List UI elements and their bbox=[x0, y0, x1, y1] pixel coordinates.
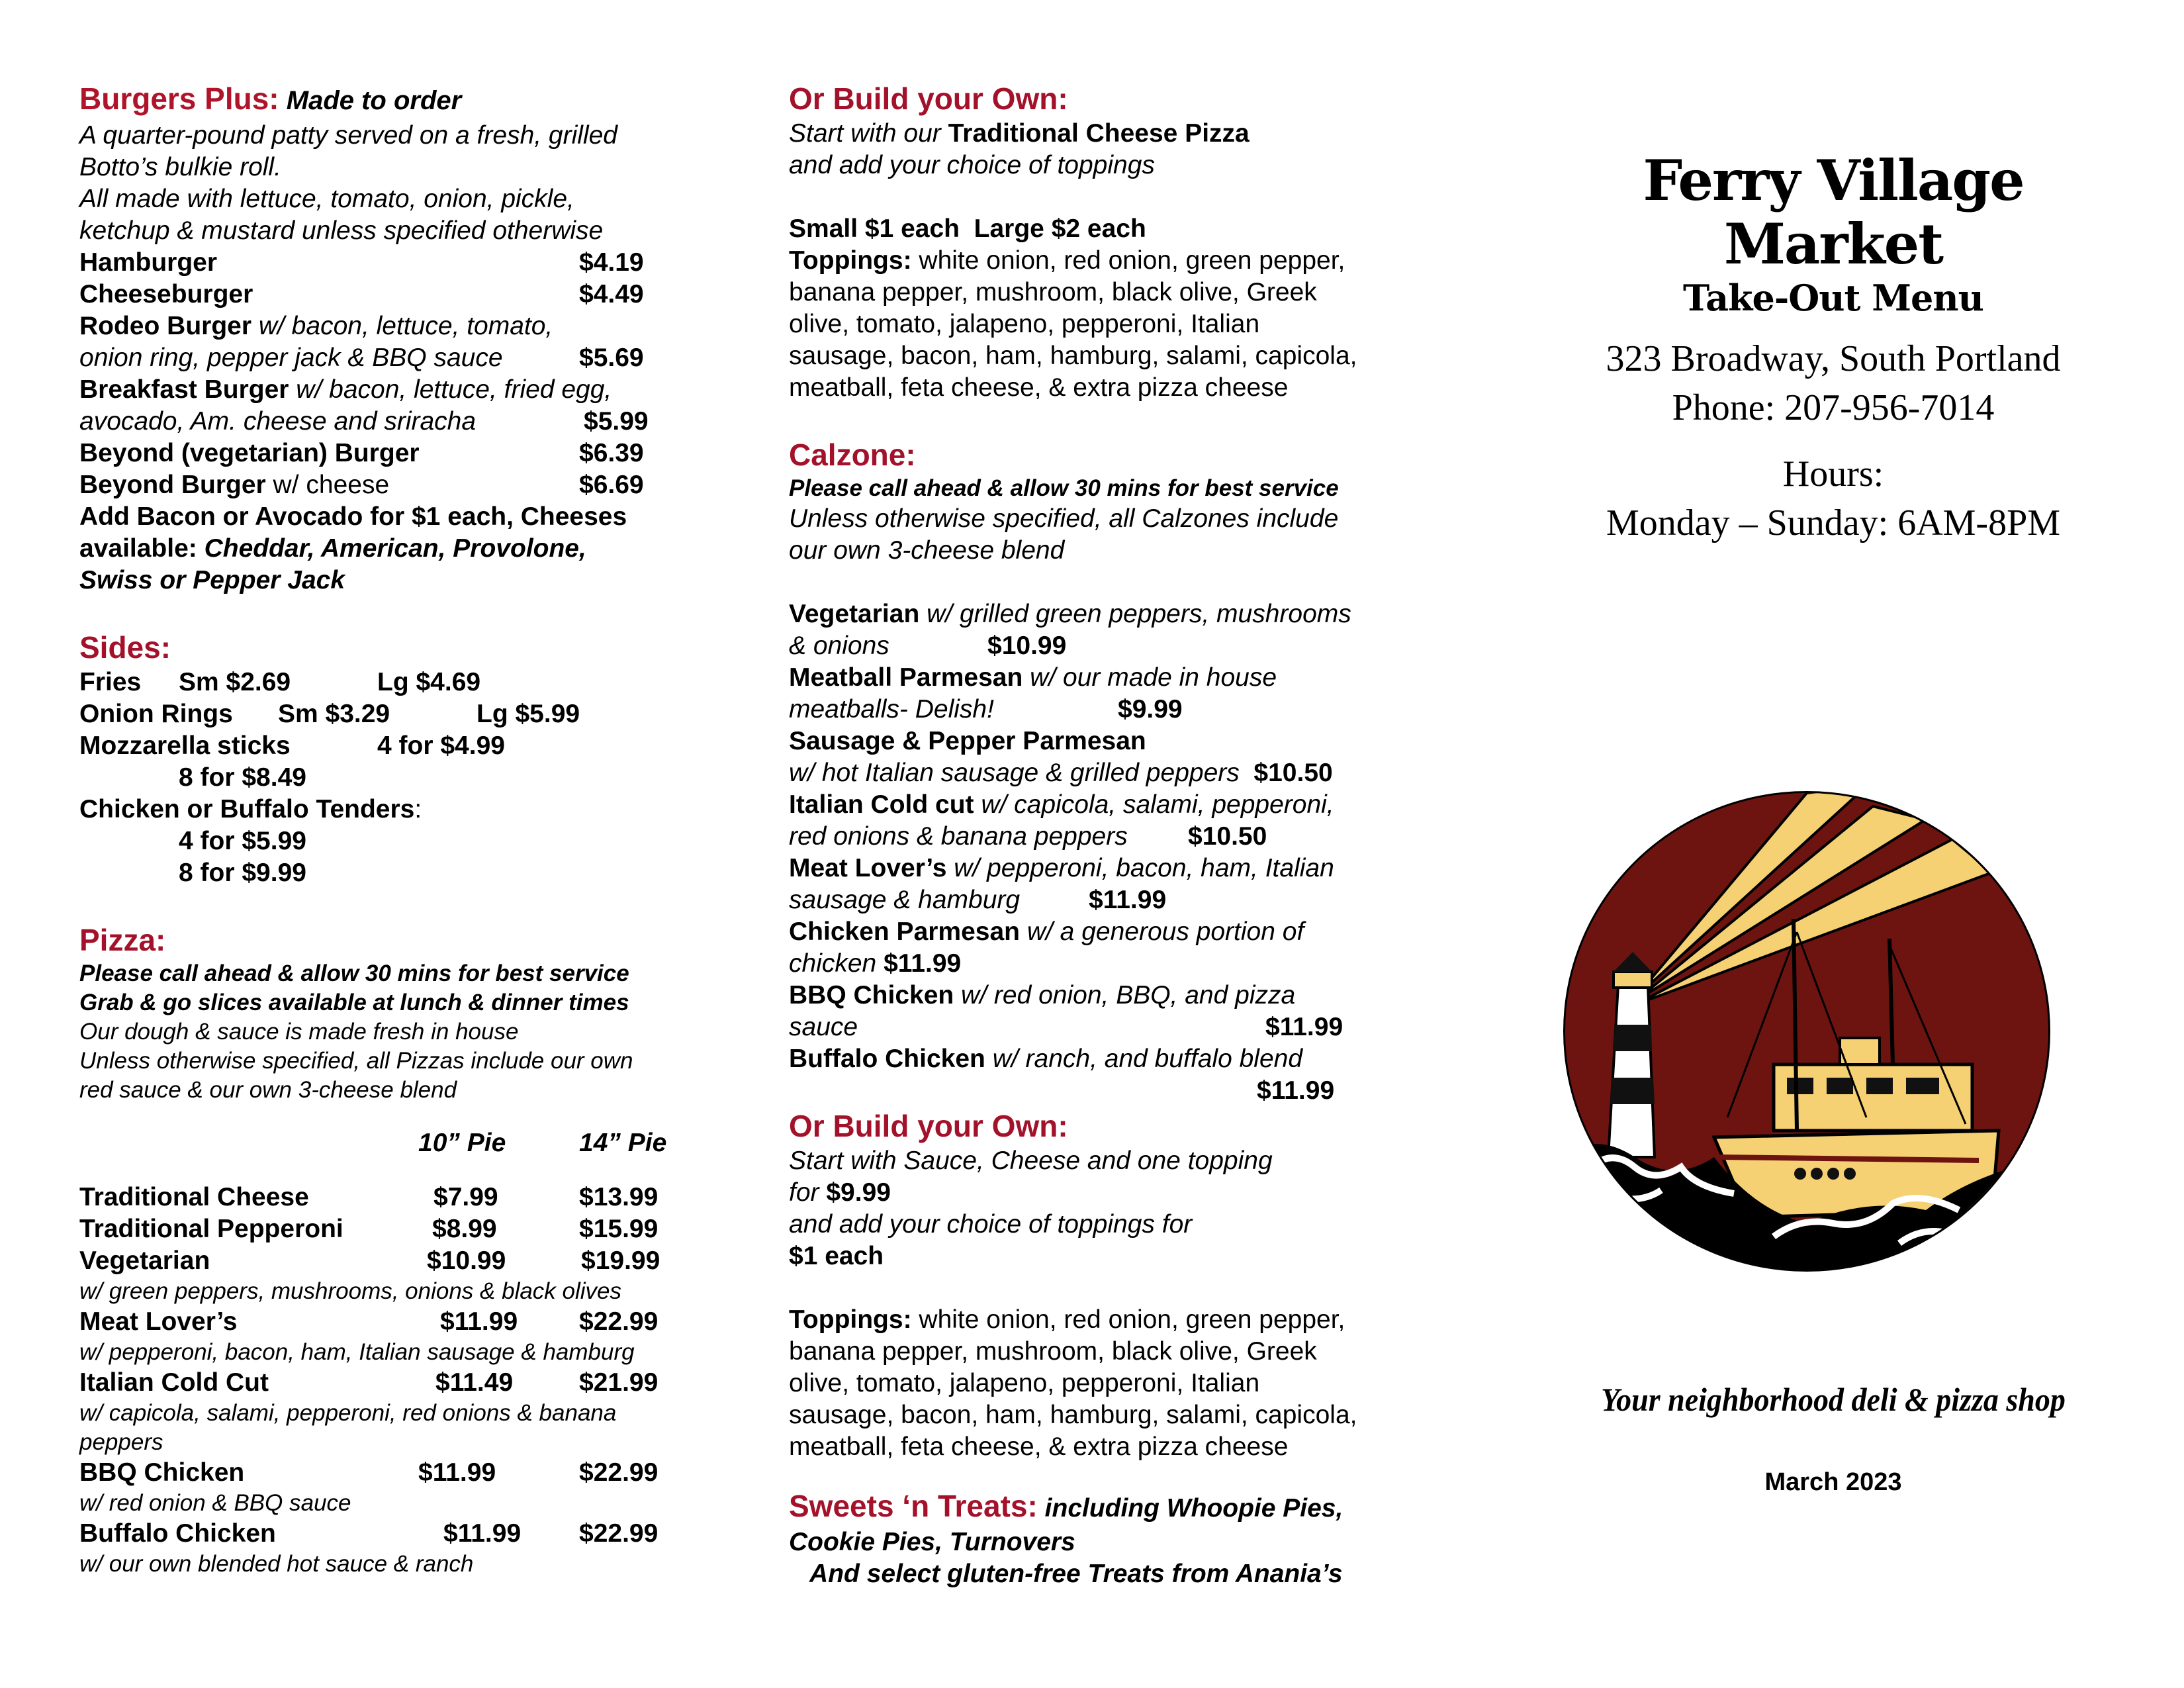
calzone-desc: red onions & banana peppers bbox=[789, 822, 1128, 851]
build-pizza-line bbox=[789, 118, 1424, 150]
burger-price: $6.69 bbox=[579, 471, 644, 499]
toppings-line: sausage, bacon, ham, hamburg, salami, capicola, bbox=[789, 1401, 1357, 1429]
burgers-addons-1: Add Bacon or Avocado for $1 each, Cheeses bbox=[79, 502, 627, 531]
burger-name: Beyond (vegetarian) Burger bbox=[79, 439, 420, 467]
toppings-label: Toppings: bbox=[789, 246, 912, 275]
pizza-name: Meat Lover’s bbox=[79, 1307, 238, 1336]
pizza-desc: w/ green peppers, mushrooms, onions & black olives bbox=[79, 1278, 622, 1304]
calzone-item-cont bbox=[789, 1011, 1424, 1043]
build-pizza-section bbox=[789, 79, 1424, 404]
toppings-line: olive, tomato, jalapeno, pepperoni, Italian bbox=[789, 310, 1260, 338]
burger-item-cont bbox=[79, 342, 688, 374]
business-name-line1: Ferry Village bbox=[1643, 148, 2024, 213]
pizza-desc: w/ our own blended hot sauce & ranch bbox=[79, 1551, 474, 1577]
calzone-desc: w/ our made in house bbox=[1023, 663, 1277, 692]
build-calzone-heading: Or Build your Own: bbox=[789, 1109, 1068, 1143]
burger-name: Beyond Burger bbox=[79, 471, 266, 499]
phone: Phone: 207-956-7014 bbox=[1672, 387, 1995, 428]
burger-price: $6.39 bbox=[579, 439, 644, 467]
toppings-line: meatball, feta cheese, & extra pizza cheese bbox=[789, 1432, 1289, 1461]
toppings-label: Toppings: bbox=[789, 1305, 912, 1334]
calzone-desc: sausage & hamburg bbox=[789, 886, 1021, 914]
spacer bbox=[79, 596, 688, 628]
ferry-lighthouse-logo-icon bbox=[1555, 786, 2058, 1276]
pizza-price-10: $7.99 bbox=[433, 1183, 498, 1211]
sweets-line: And select gluten-free Treats from Anania’s bbox=[789, 1560, 1343, 1588]
burger-item bbox=[79, 310, 688, 342]
pizza-heading: Pizza: bbox=[79, 923, 166, 957]
pizza-note: red sauce & our own 3-cheese blend bbox=[79, 1077, 457, 1103]
hours-value: Monday – Sunday: 6AM-8PM bbox=[1606, 502, 2061, 543]
spacer bbox=[79, 1105, 688, 1127]
calzone-price: $10.99 bbox=[987, 632, 1067, 660]
calzone-item: Sausage & Pepper Parmesan bbox=[789, 727, 1146, 755]
burger-price: $4.19 bbox=[579, 248, 644, 277]
toppings-line bbox=[789, 245, 1424, 277]
build-pizza-line: and add your choice of toppings bbox=[789, 151, 1155, 179]
pizza-name: Vegetarian bbox=[79, 1246, 210, 1275]
side-price: 4 for $4.99 bbox=[377, 731, 505, 760]
burger-name: Rodeo Burger bbox=[79, 312, 252, 340]
build-calzone-line: and add your choice of toppings for bbox=[789, 1210, 1193, 1239]
pizza-size-headers bbox=[79, 1127, 688, 1159]
calzone-desc: w/ a generous portion of bbox=[1020, 917, 1304, 946]
burgers-heading-text: Burgers Plus: bbox=[79, 81, 279, 116]
hours-label: Hours: bbox=[1782, 453, 1884, 494]
colon: : bbox=[414, 795, 422, 823]
addons-cheeses: Cheddar, American, Provolone, bbox=[204, 534, 586, 563]
calzone-section bbox=[789, 436, 1424, 1107]
pizza-desc: peppers bbox=[79, 1429, 163, 1455]
pizza-price-10: $11.49 bbox=[435, 1368, 514, 1397]
calzone-price: $9.99 bbox=[1118, 695, 1183, 724]
calzone-note: our own 3-cheese blend bbox=[789, 536, 1065, 565]
address: 323 Broadway, South Portland bbox=[1606, 338, 2061, 379]
calzone-note: Unless otherwise specified, all Calzones include bbox=[789, 504, 1339, 533]
pizza-item bbox=[79, 1457, 688, 1489]
side-item-onion-rings bbox=[79, 698, 688, 730]
pizza-price-14: $22.99 bbox=[579, 1307, 659, 1336]
pizza-price-10: $11.99 bbox=[418, 1458, 496, 1487]
build-calzone-for: for bbox=[789, 1178, 827, 1207]
side-price: 8 for $9.99 bbox=[179, 859, 306, 887]
pizza-item bbox=[79, 1182, 688, 1213]
side-name: Fries bbox=[79, 668, 142, 696]
pizza-price-10: $8.99 bbox=[432, 1215, 497, 1243]
size-header-10: 10” Pie bbox=[418, 1129, 506, 1157]
toppings-line: olive, tomato, jalapeno, pepperoni, Italian bbox=[789, 1369, 1260, 1397]
toppings-text: white onion, red onion, green pepper, bbox=[911, 246, 1345, 275]
pizza-desc: w/ pepperoni, bacon, ham, Italian sausage & hamburg bbox=[79, 1339, 635, 1365]
business-name-line2: Market bbox=[1723, 211, 1943, 277]
pizza-note: Unless otherwise specified, all Pizzas include our own bbox=[79, 1048, 633, 1074]
pizza-name: Buffalo Chicken bbox=[79, 1519, 276, 1548]
burger-item bbox=[79, 438, 688, 469]
calzone-name: Buffalo Chicken bbox=[789, 1045, 985, 1073]
sides-section bbox=[79, 628, 688, 889]
calzone-name: Vegetarian bbox=[789, 600, 920, 628]
pizza-price-14: $15.99 bbox=[579, 1215, 659, 1243]
spacer bbox=[789, 1272, 1424, 1304]
burger-price: $5.69 bbox=[579, 344, 644, 372]
pizza-note: Our dough & sauce is made fresh in house bbox=[79, 1019, 519, 1045]
sweets-text: including Whoopie Pies, bbox=[1037, 1494, 1343, 1523]
side-item-fries bbox=[79, 667, 688, 698]
spacer bbox=[789, 404, 1424, 436]
burgers-heading-note: Made to order bbox=[279, 86, 462, 115]
toppings-line: banana pepper, mushroom, black olive, Greek bbox=[789, 278, 1317, 306]
calzone-name: Meat Lover’s bbox=[789, 854, 947, 882]
pizza-section bbox=[79, 921, 688, 1579]
addons-prefix: available: bbox=[79, 534, 205, 563]
burger-price: $4.49 bbox=[579, 280, 644, 308]
calzone-desc: & onions bbox=[789, 632, 889, 660]
burger-item bbox=[79, 247, 688, 279]
build-calzone-line bbox=[789, 1177, 1424, 1209]
calzone-desc: meatballs- Delish! bbox=[789, 695, 994, 724]
menu-column-left bbox=[79, 79, 688, 1579]
side-item-tenders bbox=[79, 794, 688, 825]
calzone-note: Please call ahead & allow 30 mins for best service bbox=[789, 475, 1339, 501]
calzone-desc: w/ red onion, BBQ, and pizza bbox=[954, 981, 1296, 1009]
pizza-price-10: $10.99 bbox=[427, 1246, 506, 1275]
burger-item bbox=[79, 374, 688, 406]
calzone-price: $11.99 bbox=[884, 949, 962, 978]
address-block bbox=[1516, 334, 2151, 432]
sweets-line: Cookie Pies, Turnovers bbox=[789, 1528, 1075, 1556]
burger-item-cont bbox=[79, 406, 688, 438]
side-price: 4 for $5.99 bbox=[179, 827, 306, 855]
calzone-price: $10.50 bbox=[1188, 822, 1267, 851]
burgers-addons-3: Swiss or Pepper Jack bbox=[79, 566, 345, 594]
pizza-note: Please call ahead & allow 30 mins for best service bbox=[79, 961, 629, 986]
pizza-price-14: $21.99 bbox=[579, 1368, 659, 1397]
pizza-price-10: $11.99 bbox=[440, 1307, 518, 1336]
pizza-name: BBQ Chicken bbox=[79, 1458, 245, 1487]
calzone-desc: w/ hot Italian sausage & grilled peppers bbox=[789, 759, 1240, 787]
burgers-addons-2 bbox=[79, 533, 688, 565]
size-header-14: 14” Pie bbox=[579, 1129, 667, 1157]
pizza-item bbox=[79, 1245, 688, 1277]
pizza-price-10: $11.99 bbox=[443, 1519, 522, 1548]
sides-heading: Sides: bbox=[79, 630, 171, 665]
sweets-line bbox=[789, 1487, 1424, 1526]
pizza-name: Italian Cold Cut bbox=[79, 1368, 269, 1397]
sweets-section bbox=[789, 1487, 1424, 1590]
build-calzone-section bbox=[789, 1107, 1424, 1463]
cover-panel bbox=[1516, 79, 2151, 547]
pizza-item bbox=[79, 1367, 688, 1399]
toppings-line: banana pepper, mushroom, black olive, Greek bbox=[789, 1337, 1317, 1366]
side-price-small: Sm $3.29 bbox=[278, 700, 390, 728]
calzone-item-cont bbox=[789, 948, 1424, 980]
pizza-desc: w/ red onion & BBQ sauce bbox=[79, 1490, 351, 1516]
side-price-large: Lg $5.99 bbox=[477, 700, 580, 728]
pizza-item bbox=[79, 1518, 688, 1550]
calzone-desc: sauce bbox=[789, 1013, 858, 1041]
menu-date: March 2023 bbox=[1764, 1468, 1902, 1496]
side-price-large: Lg $4.69 bbox=[377, 668, 481, 696]
burgers-section bbox=[79, 79, 688, 596]
calzone-item-cont bbox=[789, 884, 1424, 916]
burgers-desc-3: All made with lettuce, tomato, onion, pickle, bbox=[79, 185, 574, 213]
sweets-heading: Sweets ‘n Treats: bbox=[789, 1489, 1038, 1523]
toppings-line: sausage, bacon, ham, hamburg, salami, capicola, bbox=[789, 342, 1357, 370]
spacer bbox=[79, 889, 688, 921]
pizza-item bbox=[79, 1306, 688, 1338]
pizza-note: Grab & go slices available at lunch & dinner times bbox=[79, 990, 629, 1015]
calzone-name: Italian Cold cut bbox=[789, 790, 974, 819]
calzone-item bbox=[789, 662, 1424, 694]
build-calzone-price: $9.99 bbox=[826, 1178, 891, 1207]
calzone-item-cont bbox=[789, 630, 1424, 662]
burgers-desc-1: A quarter-pound patty served on a fresh, grilled bbox=[79, 121, 617, 150]
side-price-small: Sm $2.69 bbox=[179, 668, 291, 696]
burger-name: Cheeseburger bbox=[79, 280, 253, 308]
spacer bbox=[789, 567, 1424, 598]
pizza-item bbox=[79, 1213, 688, 1245]
pizza-desc: w/ capicola, salami, pepperoni, red onions & banana bbox=[79, 1400, 617, 1426]
build-calzone-line: $1 each bbox=[789, 1242, 884, 1270]
toppings-text: white onion, red onion, green pepper, bbox=[911, 1305, 1345, 1334]
burger-desc: avocado, Am. cheese and sriracha bbox=[79, 407, 477, 436]
build-calzone-line: Start with Sauce, Cheese and one topping bbox=[789, 1147, 1273, 1175]
burgers-desc-4: ketchup & mustard unless specified otherwise bbox=[79, 216, 604, 245]
calzone-desc: w/ grilled green peppers, mushrooms bbox=[919, 600, 1351, 628]
calzone-item bbox=[789, 916, 1424, 948]
burger-name: Breakfast Burger bbox=[79, 375, 289, 404]
calzone-name: BBQ Chicken bbox=[789, 981, 954, 1009]
burger-desc: w/ bacon, lettuce, tomato, bbox=[251, 312, 553, 340]
pizza-name: Traditional Cheese bbox=[79, 1183, 309, 1211]
burger-item bbox=[79, 469, 688, 501]
business-name bbox=[1516, 149, 2151, 276]
calzone-name: Chicken Parmesan bbox=[789, 917, 1021, 946]
hours-block bbox=[1516, 449, 2151, 547]
build-pizza-heading: Or Build your Own: bbox=[789, 81, 1068, 116]
side-item-tenders-cont bbox=[79, 857, 688, 889]
calzone-price: $10.50 bbox=[1253, 759, 1333, 787]
burger-desc: w/ cheese bbox=[265, 471, 390, 499]
pizza-price-14: $22.99 bbox=[579, 1519, 659, 1548]
menu-column-middle bbox=[789, 79, 1424, 1590]
pizza-price-14: $19.99 bbox=[581, 1246, 660, 1275]
tagline: Your neighborhood deli & pizza shop bbox=[1601, 1381, 2066, 1418]
side-item-mozzarella-cont bbox=[79, 762, 688, 794]
calzone-price: $11.99 bbox=[1089, 886, 1167, 914]
calzone-item-cont bbox=[789, 1075, 1424, 1107]
build-pizza-intro: Start with our bbox=[789, 119, 948, 148]
calzone-item-cont bbox=[789, 694, 1424, 726]
pizza-price-14: $13.99 bbox=[579, 1183, 659, 1211]
calzone-item bbox=[789, 598, 1424, 630]
toppings-line: meatball, feta cheese, & extra pizza cheese bbox=[789, 373, 1289, 402]
side-price: 8 for $8.49 bbox=[179, 763, 306, 792]
burgers-heading bbox=[79, 79, 688, 120]
side-name: Chicken or Buffalo Tenders bbox=[79, 795, 415, 823]
calzone-item-cont bbox=[789, 821, 1424, 853]
calzone-desc: w/ ranch, and buffalo blend bbox=[985, 1045, 1303, 1073]
calzone-price: $11.99 bbox=[1265, 1013, 1343, 1041]
calzone-item-cont bbox=[789, 757, 1424, 789]
calzone-item bbox=[789, 980, 1424, 1011]
calzone-desc: w/ capicola, salami, pepperoni, bbox=[974, 790, 1334, 819]
burger-desc: w/ bacon, lettuce, fried egg, bbox=[289, 375, 612, 404]
burger-name: Hamburger bbox=[79, 248, 218, 277]
spacer bbox=[789, 1463, 1424, 1487]
side-name: Mozzarella sticks bbox=[79, 731, 291, 760]
pizza-name: Traditional Pepperoni bbox=[79, 1215, 343, 1243]
calzone-heading: Calzone: bbox=[789, 438, 916, 472]
calzone-name: Meatball Parmesan bbox=[789, 663, 1023, 692]
calzone-item bbox=[789, 853, 1424, 884]
calzone-price: $11.99 bbox=[1257, 1076, 1335, 1105]
calzone-item bbox=[789, 1043, 1424, 1075]
menu-subtitle: Take-Out Menu bbox=[1683, 277, 1983, 319]
build-pizza-base: Traditional Cheese Pizza bbox=[948, 119, 1250, 148]
side-item-mozzarella bbox=[79, 730, 688, 762]
burger-price: $5.99 bbox=[584, 407, 649, 436]
calzone-item bbox=[789, 789, 1424, 821]
burger-desc: onion ring, pepper jack & BBQ sauce bbox=[79, 344, 503, 372]
burger-item bbox=[79, 279, 688, 310]
toppings-line bbox=[789, 1304, 1424, 1336]
pizza-price-14: $22.99 bbox=[579, 1458, 659, 1487]
burgers-desc-2: Botto’s bulkie roll. bbox=[79, 153, 281, 181]
spacer bbox=[789, 181, 1424, 213]
side-item-tenders-cont bbox=[79, 825, 688, 857]
side-name: Onion Rings bbox=[79, 700, 233, 728]
calzone-desc: w/ pepperoni, bacon, ham, Italian bbox=[946, 854, 1334, 882]
build-pizza-pricing: Small $1 each Large $2 each bbox=[789, 214, 1146, 243]
calzone-desc: chicken bbox=[789, 949, 877, 978]
spacer bbox=[79, 1159, 688, 1182]
